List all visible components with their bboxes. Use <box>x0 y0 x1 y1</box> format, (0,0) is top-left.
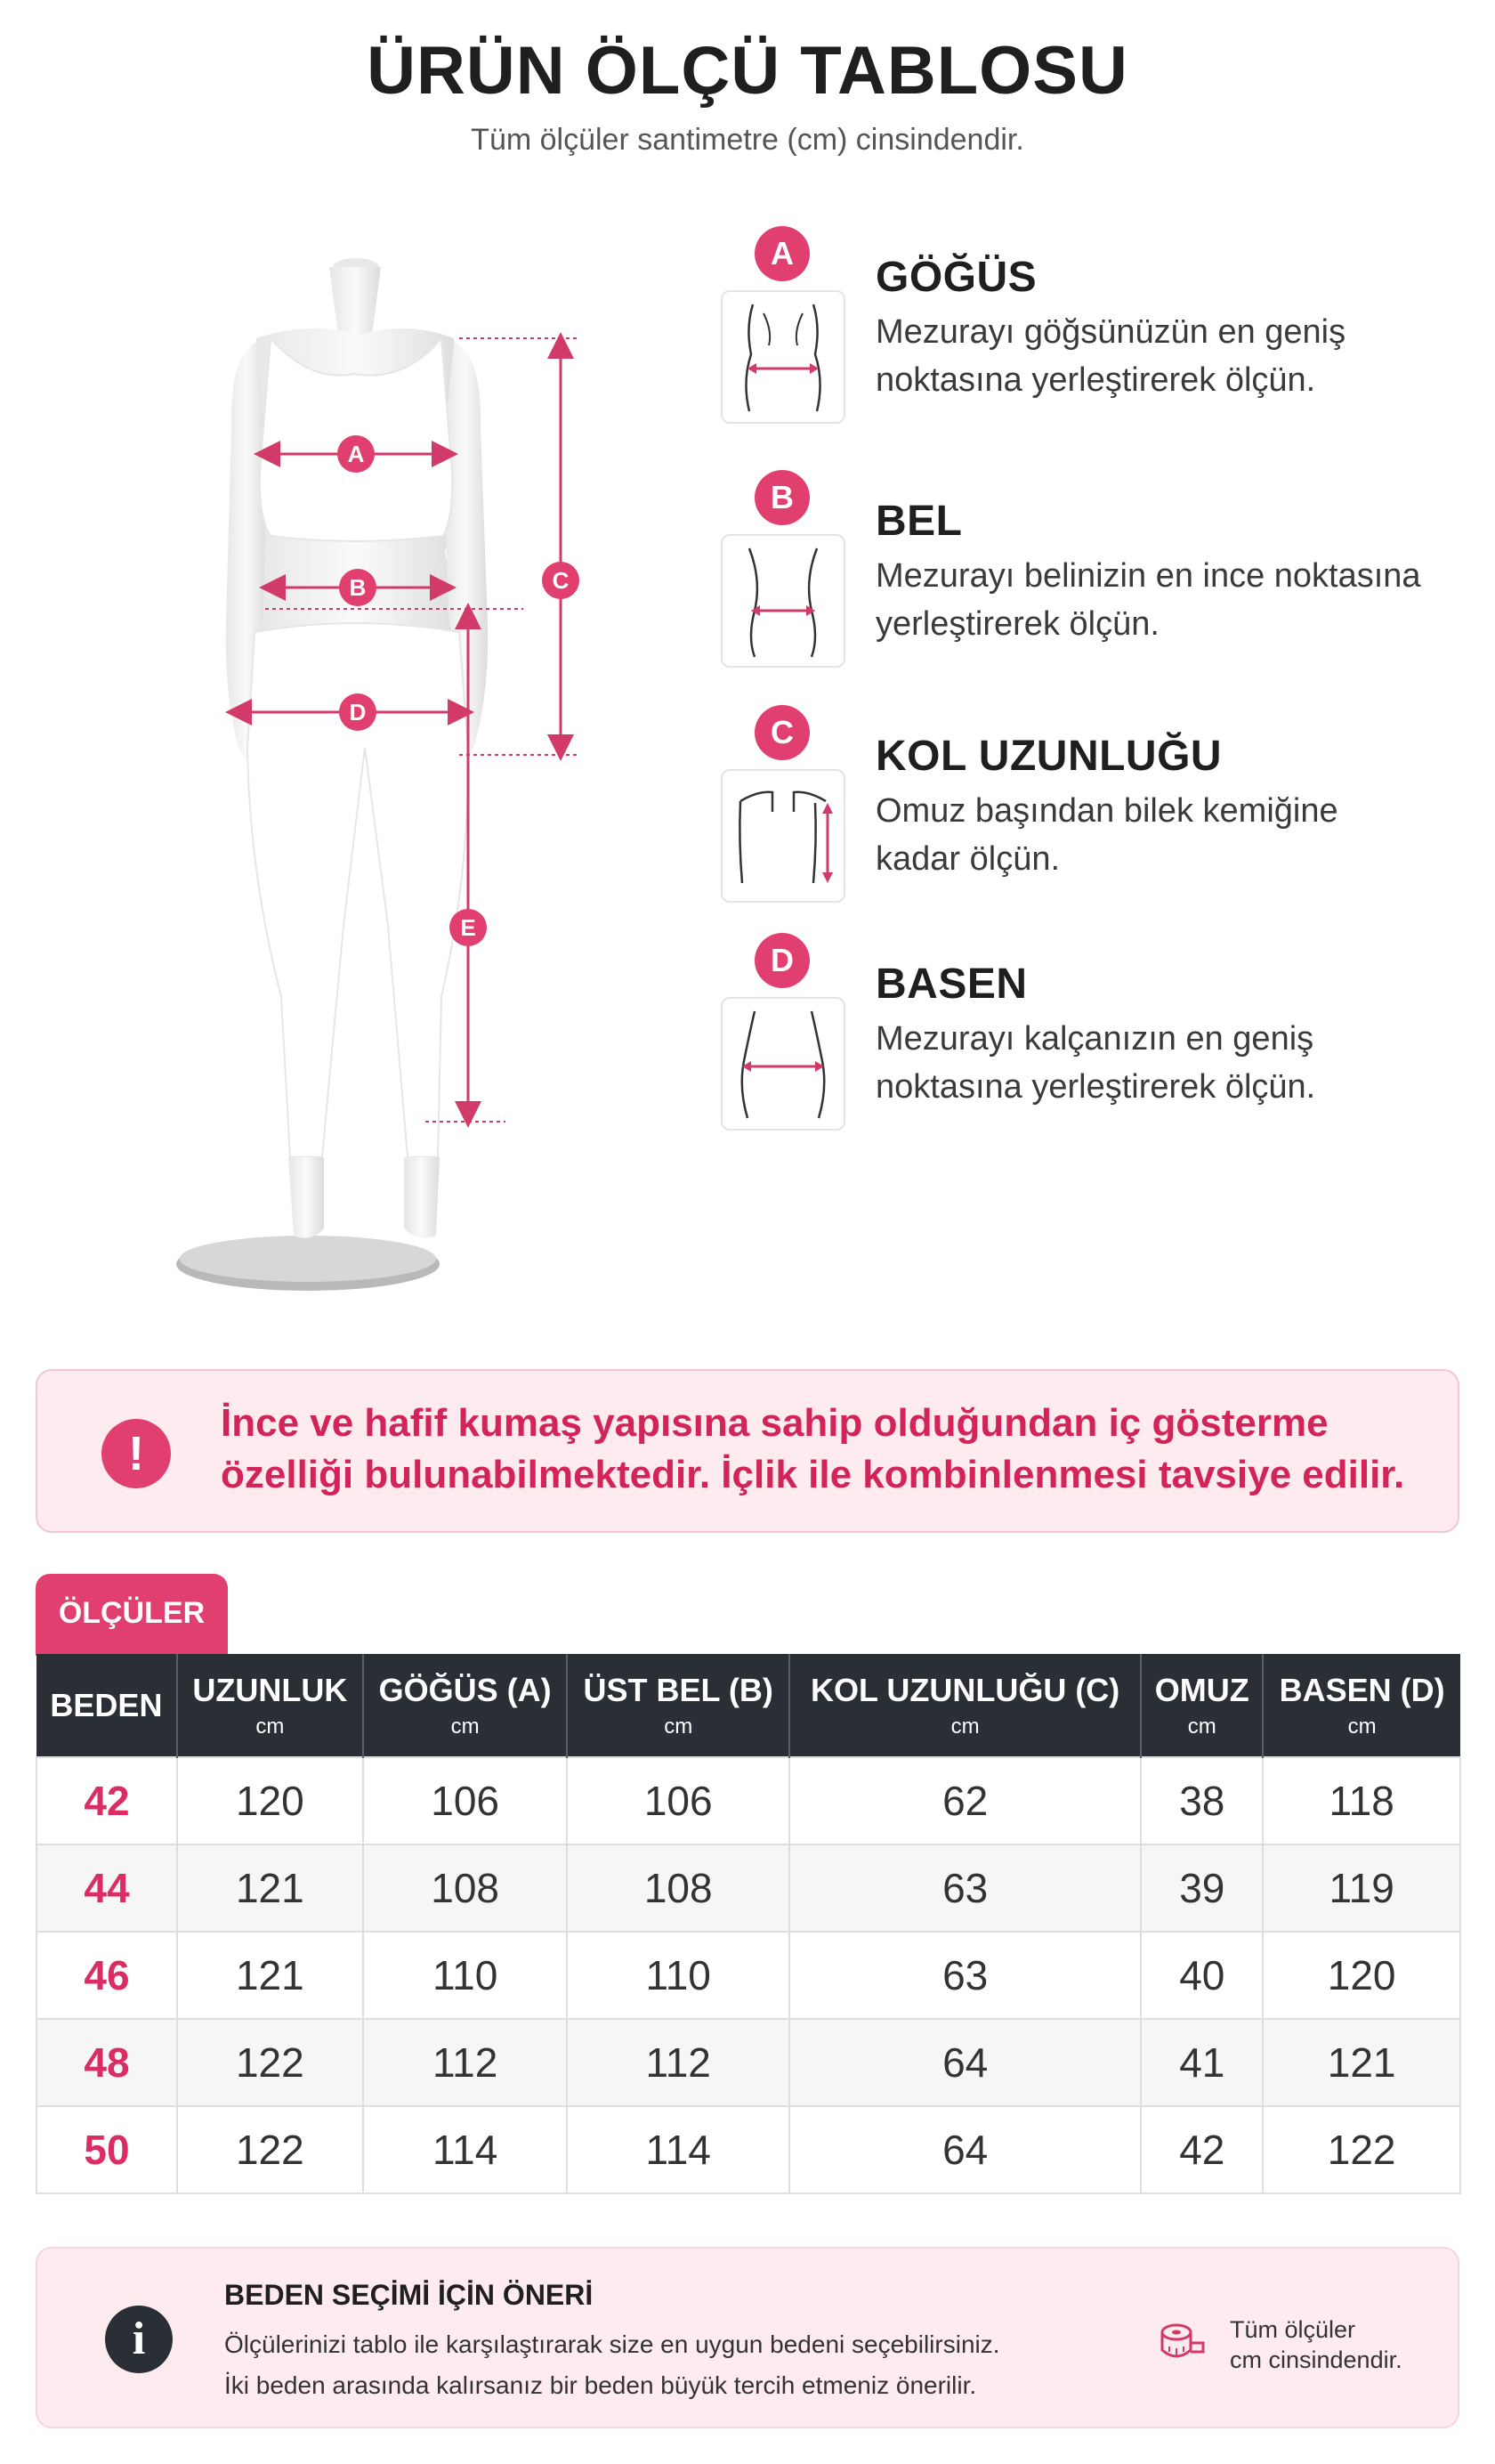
waist-diagram-icon <box>721 534 845 668</box>
table-row <box>36 1844 1460 1932</box>
table-cell: 120 <box>1263 1932 1460 2019</box>
table-cell: 63 <box>789 1932 1141 2019</box>
guide-description <box>876 308 1481 404</box>
guide-desc-line: kadar ölçün. <box>876 840 1061 878</box>
note-text: İki beden arasında kalırsanız bir beden büyük tercih etmeniz önerilir. <box>224 2371 977 2399</box>
unit-note-line: Tüm ölçüler <box>1230 2316 1356 2343</box>
chest-diagram-icon <box>721 290 845 424</box>
column-header: OMUZ cm <box>1141 1654 1263 1757</box>
table-cell: 62 <box>789 1757 1141 1844</box>
table-row <box>36 1932 1460 2019</box>
table-cell: 108 <box>567 1844 788 1932</box>
table-cell: 39 <box>1141 1844 1263 1932</box>
column-header: KOL UZUNLUĞU (C) cm <box>789 1654 1141 1757</box>
guide-title: BEL <box>876 498 963 545</box>
size-cell: 44 <box>36 1844 177 1932</box>
table-cell: 112 <box>567 2019 788 2106</box>
guide-desc-line: Mezurayı göğsünüzün en geniş <box>876 313 1346 351</box>
warning-banner <box>36 1369 1459 1533</box>
guide-desc-line: Omuz başından bilek kemiğine <box>876 792 1338 830</box>
guide-desc-line: noktasına yerleştirerek ölçün. <box>876 361 1316 399</box>
marker-d: D <box>349 699 367 725</box>
table-cell: 110 <box>567 1932 788 2019</box>
table-cell: 114 <box>567 2106 788 2193</box>
table-cell: 122 <box>1263 2106 1460 2193</box>
size-cell: 46 <box>36 1932 177 2019</box>
guide-title: KOL UZUNLUĞU <box>876 733 1223 780</box>
size-cell: 50 <box>36 2106 177 2193</box>
column-header: UZUNLUK cm <box>177 1654 363 1757</box>
table-cell: 106 <box>363 1757 568 1844</box>
table-cell: 119 <box>1263 1844 1460 1932</box>
size-advice-note <box>36 2247 1459 2428</box>
table-cell: 114 <box>363 2106 568 2193</box>
info-icon: i <box>105 2306 173 2373</box>
guide-title: GÖĞÜS <box>876 254 1038 301</box>
note-text: Ölçülerinizi tablo ile karşılaştırarak size en uygun bedeni seçebilirsiniz. <box>224 2330 1000 2358</box>
warning-text <box>221 1398 1449 1501</box>
badge-a: A <box>755 226 810 281</box>
guide-description <box>876 787 1481 883</box>
size-cell: 42 <box>36 1757 177 1844</box>
table-cell: 108 <box>363 1844 568 1932</box>
marker-c: C <box>552 567 570 594</box>
guide-description <box>876 1015 1481 1111</box>
badge-b: B <box>755 470 810 525</box>
unit-note-line: cm cinsindendir. <box>1230 2346 1402 2373</box>
column-header: ÜST BEL (B) cm <box>567 1654 788 1757</box>
table-cell: 40 <box>1141 1932 1263 2019</box>
column-header: BEDEN <box>36 1654 177 1757</box>
warning-line: özelliği bulunabilmektedir. İçlik ile kombinlenmesi tavsiye edilir. <box>221 1453 1405 1496</box>
guide-title: BASEN <box>876 960 1028 1008</box>
table-cell: 118 <box>1263 1757 1460 1844</box>
unit-note <box>1230 2314 1402 2375</box>
table-tab-label: ÖLÇÜLER <box>36 1574 228 1656</box>
guide-description <box>876 552 1481 648</box>
marker-b: B <box>349 574 367 601</box>
column-header: GÖĞÜS (A) cm <box>363 1654 568 1757</box>
warning-line: İnce ve hafif kumaş yapısına sahip olduğundan iç gösterme <box>221 1401 1329 1445</box>
guide-item-bel <box>719 470 1484 701</box>
table-row <box>36 2106 1460 2193</box>
table-cell: 121 <box>177 1932 363 2019</box>
size-table <box>36 1654 1461 2194</box>
table-cell: 120 <box>177 1757 363 1844</box>
marker-e: E <box>460 914 476 941</box>
page-title: ÜRÜN ÖLÇÜ TABLOSU <box>367 33 1128 109</box>
marker-a: A <box>347 441 365 467</box>
badge-c: C <box>755 705 810 760</box>
page-subtitle: Tüm ölçüler santimetre (cm) cinsindendir. <box>471 123 1024 157</box>
table-cell: 121 <box>1263 2019 1460 2106</box>
table-cell: 110 <box>363 1932 568 2019</box>
table-row <box>36 1757 1460 1844</box>
mannequin-figure <box>105 249 603 1300</box>
table-cell: 41 <box>1141 2019 1263 2106</box>
table-cell: 122 <box>177 2019 363 2106</box>
table-cell: 42 <box>1141 2106 1263 2193</box>
hip-diagram-icon <box>721 997 845 1131</box>
size-cell: 48 <box>36 2019 177 2106</box>
table-cell: 38 <box>1141 1757 1263 1844</box>
table-cell: 63 <box>789 1844 1141 1932</box>
table-header-row <box>36 1654 1460 1757</box>
guide-item-kol-uzunlugu <box>719 705 1484 936</box>
arm-length-diagram-icon <box>721 769 845 903</box>
table-cell: 106 <box>567 1757 788 1844</box>
exclamation-icon: ! <box>101 1419 171 1488</box>
measuring-tape-icon <box>1157 2316 1207 2366</box>
guide-desc-line: noktasına yerleştirerek ölçün. <box>876 1068 1316 1106</box>
table-cell: 64 <box>789 2106 1141 2193</box>
note-title: BEDEN SEÇİMİ İÇİN ÖNERİ <box>224 2279 594 2311</box>
badge-d: D <box>755 933 810 988</box>
guide-item-gogus <box>719 226 1484 458</box>
table-cell: 122 <box>177 2106 363 2193</box>
table-cell: 64 <box>789 2019 1141 2106</box>
table-row <box>36 2019 1460 2106</box>
mannequin-illustration <box>105 249 603 1300</box>
guide-item-basen <box>719 933 1484 1164</box>
table-cell: 112 <box>363 2019 568 2106</box>
table-cell: 121 <box>177 1844 363 1932</box>
guide-desc-line: Mezurayı belinizin en ince noktasına <box>876 557 1421 595</box>
column-header: BASEN (D) cm <box>1263 1654 1460 1757</box>
guide-desc-line: Mezurayı kalçanızın en geniş <box>876 1020 1314 1058</box>
guide-desc-line: yerleştirerek ölçün. <box>876 605 1160 643</box>
